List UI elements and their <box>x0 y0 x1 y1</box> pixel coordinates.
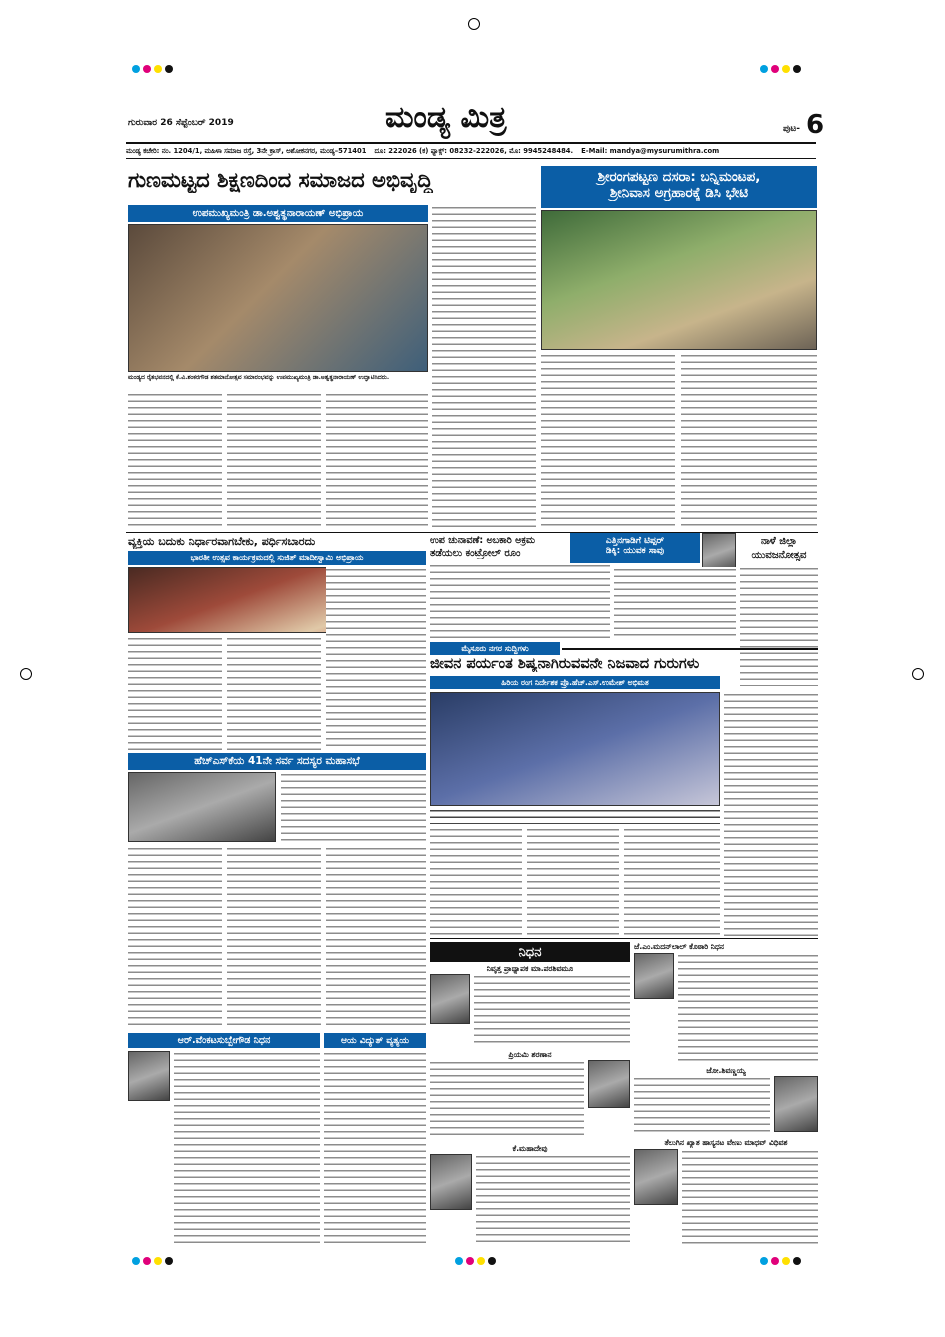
story5-headline-line1: ಎತ್ತಿನಗಾಡಿಗೆ ಟಿಪ್ಪರ್ <box>605 536 665 546</box>
color-dots <box>455 1250 499 1269</box>
story2-col2 <box>681 353 817 530</box>
obituary-text4 <box>678 953 818 1063</box>
story7-caption <box>430 808 720 824</box>
obituary-portrait6 <box>634 1149 678 1205</box>
story6-headline-line2: ಯುವಜನೋತ್ಸವ <box>751 550 807 561</box>
obituary-name6: ತೆಲುಗಿನ ಖ್ಯಾತ ಹಾಸ್ಯನಟ ವೇಣು ಮಾಧವ್ ವಿಧಿವಶ <box>664 1138 788 1147</box>
color-dots <box>760 1250 804 1269</box>
page-label: ಪುಟ- <box>783 124 800 134</box>
obituary-text3 <box>476 1154 630 1246</box>
story4-body <box>430 563 610 639</box>
masthead-rule <box>126 158 816 159</box>
story4-headline-line1: ಉಪ ಚುನಾವಣೆ: ಅಬಕಾರಿ ಅಕ್ರಮ <box>430 535 536 546</box>
obituary-name4: ಜೆ.ಎಂ.ಮದನ್‌ಲಾಲ್ ಕೊಠಾರಿ ನಿಧನ <box>634 942 724 951</box>
obituary-name5: ಜೋ.ಶಿವಣ್ಣಯ್ಯ <box>706 1066 746 1075</box>
story8-col2 <box>227 846 321 1030</box>
section-rule <box>562 648 818 650</box>
story3-headline: ವ್ಯಕ್ತಿಯ ಬದುಕು ನಿರ್ಧಾರವಾಗಬೇಕು, ಪರ್ಧಿಸಬಾರದು <box>128 535 316 548</box>
story7-col3 <box>624 827 720 935</box>
registration-mark <box>468 18 480 30</box>
story5-headline-line2: ಡಿಕ್ಕಿ: ಯುವಕ ಸಾವು <box>605 546 665 556</box>
story7-photo <box>430 692 720 806</box>
story5-body <box>614 567 736 639</box>
story1-headline: ಗುಣಮಟ್ಟದ ಶಿಕ್ಷಣದಿಂದ ಸಮಾಜದ ಅಭಿವೃದ್ಧಿ <box>128 168 433 192</box>
story7-headline: ಜೀವನ ಪರ್ಯಂತ ಶಿಷ್ಯನಾಗಿರುವವನೇ ನಿಜವಾದ ಗುರುಗಳು <box>430 656 700 672</box>
story8-col-right <box>281 772 426 842</box>
story7-subhead: ಹಿರಿಯ ರಂಗ ನಿರ್ದೇಶಕ ಪ್ರೊ.ಹೆಚ್.ಎಸ್.ಉಮೇಶ್ ಅಭಿಮತ <box>430 676 720 689</box>
story9-portrait <box>128 1051 170 1101</box>
office-address: ಮಂಡ್ಯ ಕಚೇರಿ: ನಂ. 1204/1, ಮಹಿಳಾ ಸಮಾಜ ರಸ್ತೆ, 3ನೇ ಕ್ರಾಸ್, ಅಶೋಕನಗರ, ಮಂಡ್ಯ–571401 <box>126 147 367 155</box>
color-dots <box>132 58 176 77</box>
obituary-portrait1 <box>430 974 470 1024</box>
obituary-text1 <box>474 974 630 1046</box>
obituary-name1: ನಿವೃತ್ತ ಪ್ರಾಥ್ಯಾಪಕ ಮಾ.ಪರಶಿವಮೂ <box>486 964 574 973</box>
issue-date: ಗುರುವಾರ 26 ಸೆಪ್ಟೆಂಬರ್ 2019 <box>128 118 234 128</box>
story7-col2 <box>527 827 619 935</box>
story9-body <box>174 1051 320 1246</box>
story7-col1 <box>430 827 522 935</box>
story6-headline-line1: ನಾಳೆ ಜಿಲ್ಲಾ <box>760 536 798 547</box>
story3-col3 <box>326 567 426 750</box>
obituary-text2 <box>430 1060 584 1140</box>
story2-headline-box <box>541 166 817 208</box>
story9-headline: ಆರ್.ವೆಂಕಟಸುಬ್ಬೇಗೌಡ ನಿಧನ <box>128 1033 320 1048</box>
story1-col1 <box>128 392 222 530</box>
story4-headline-line2: ತಡೆಯಲು ಕಂಟ್ರೋಲ್ ರೂಂ <box>430 548 521 559</box>
story1-photo <box>128 224 428 372</box>
story7-section-label: ಮೈಸೂರು ನಗರ ಸುದ್ದಿಗಳು <box>430 642 560 655</box>
color-dots <box>760 58 804 77</box>
color-dots <box>132 1250 176 1269</box>
story8-photo <box>128 772 276 842</box>
obituary-portrait3 <box>430 1154 472 1210</box>
registration-mark <box>912 668 924 680</box>
section-rule <box>430 938 818 939</box>
story1-col4 <box>432 205 536 530</box>
story1-caption: ಮಂಡ್ಯದ ರೈತಭವನದಲ್ಲಿ ಕೆ.ವಿ.ಶಂಕರಗೌಡ ಶತಮಾನೋತ್ಸವ ಸಮಾರಂಭವನ್ನು ಉಪಮುಖ್ಯಮಂತ್ರಿ ಡಾ.ಅಶ್ವತ್ಥನಾರಾಯಣ್ ಉದ್ಘಾಟಿಸಿದರು. <box>128 374 390 381</box>
story1-col3 <box>326 392 428 530</box>
story3-subhead: ಭಾರತೀ ಉತ್ಸವ ಕಾರ್ಯಕ್ರಮದಲ್ಲಿ ಸುಜಿತ್ ಮಾದೀಸ್ವಾಮಿ ಅಭಿಪ್ರಾಯ <box>128 551 426 565</box>
story3-col1 <box>128 636 222 750</box>
registration-mark <box>20 668 32 680</box>
obituary-text6 <box>682 1149 818 1246</box>
story7-col4 <box>724 692 818 936</box>
masthead-rule <box>126 142 816 144</box>
story10-body <box>324 1051 426 1246</box>
story1-subhead: ಉಪಮುಖ್ಯಮಂತ್ರಿ ಡಾ.ಅಶ್ವತ್ಥನಾರಾಯಣ್ ಅಭಿಪ್ರಾಯ <box>128 205 428 222</box>
office-email: E-Mail: mandya@mysurumithra.com <box>581 147 720 155</box>
story10-headline: ಆಯ ವಿದ್ಯುತ್ ವ್ಯತ್ಯಯ <box>324 1033 426 1048</box>
page-number: 6 <box>806 110 825 140</box>
obituary-text5 <box>634 1076 770 1134</box>
story8-col1 <box>128 846 222 1030</box>
contact-line <box>126 147 816 156</box>
obituary-name2: ಪ್ರಿಯಮಿ ಶರಣಾನ <box>508 1050 552 1059</box>
story2-col1 <box>541 353 675 530</box>
story3-col2 <box>227 636 321 750</box>
story8-col3 <box>326 846 426 1030</box>
obituary-portrait4 <box>634 953 674 999</box>
newspaper-title: ಮಂಡ್ಯ ಮಿತ್ರ <box>385 100 507 135</box>
obituary-name3: ಕೆ.ಮಹಾದೇವು <box>512 1144 548 1153</box>
obituary-portrait5 <box>774 1076 818 1132</box>
obituary-section-label: ನಿಧನ <box>430 942 630 962</box>
office-phone: ದೂ: 222026 (ಕ) ಫ್ಯಾಕ್ಸ್: 08232-222026, ಮೊ: 9945248484. <box>374 147 574 155</box>
story8-headline: ಹೆಚ್‌ಎಸ್‌ಕೆಯ 41ನೇ ಸರ್ವ ಸದಸ್ಯರ ಮಹಾಸಭೆ <box>128 753 426 770</box>
story2-headline-line2: ಶ್ರೀನಿವಾಸ ಅಗ್ರಹಾರಕ್ಕೆ ಡಿಸಿ ಭೇಟಿ <box>609 185 749 201</box>
story1-col2 <box>227 392 321 530</box>
story2-photo <box>541 210 817 350</box>
story2-headline-line1: ಶ್ರೀರಂಗಪಟ್ಟಣ ದಸರಾ: ಬನ್ನಿಮಂಟಪ, <box>597 169 761 185</box>
obituary-portrait2 <box>588 1060 630 1108</box>
story5-headline-box <box>570 533 700 563</box>
